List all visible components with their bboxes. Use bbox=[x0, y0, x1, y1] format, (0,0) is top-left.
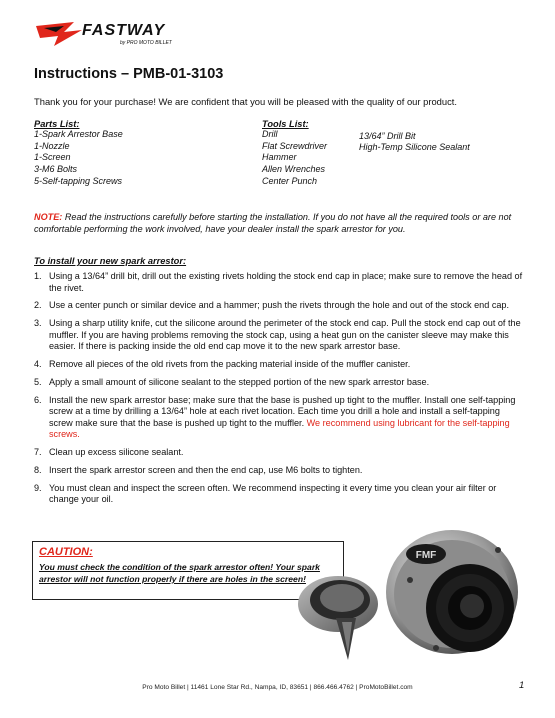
step-text: Clean up excess silicone sealant. bbox=[49, 447, 184, 458]
parts-item: 5-Self-tapping Screws bbox=[34, 175, 123, 186]
step-item bbox=[34, 318, 524, 353]
tools-item: Flat Screwdriver bbox=[262, 140, 328, 151]
caution-text: You must check the condition of the spark arrestor often! Your spark arrestor will not function properly if there are holes in the screen! bbox=[39, 562, 320, 584]
step-number: 1. bbox=[34, 271, 42, 281]
tools-item: Center Punch bbox=[262, 175, 318, 186]
note-label: NOTE: bbox=[34, 212, 63, 222]
step-number: 5. bbox=[34, 376, 42, 387]
parts-list bbox=[34, 119, 123, 188]
step-item bbox=[34, 447, 524, 459]
step-item bbox=[34, 271, 524, 294]
step-recommendation: We recommend using lubricant for the self-tapping screws. bbox=[49, 417, 510, 440]
fastway-emblem-icon bbox=[34, 20, 84, 50]
step-text: Install the new spark arrestor base; make sure that the base is pushed up tight to the muffler. Install one self-tapping screw at a time by drilling a 13/64” hole at each rivet location. Each time you drill a hole and install a self-tapping screw make sure that the base is pushed up tight to the muffler. bbox=[49, 394, 516, 428]
tools-item: 13/64” Drill Bit bbox=[359, 130, 416, 141]
step-text: Apply a small amount of silicone sealant to the stepped portion of the new spark arrestor base. bbox=[49, 376, 430, 387]
fmf-badge-text: FMF bbox=[415, 550, 437, 561]
page-title: Instructions – PMB-01-3103 bbox=[34, 66, 224, 82]
step-item bbox=[34, 300, 524, 312]
brand-tagline: by PRO MOTO BILLET bbox=[120, 40, 172, 46]
tools-item: Allen Wrenches bbox=[262, 164, 326, 175]
parts-item: 3-M6 Bolts bbox=[34, 164, 78, 175]
step-number: 8. bbox=[34, 465, 42, 476]
footer-contact: Pro Moto Billet | 11461 Lone Star Rd., Nampa, ID, 83651 | 866.466.4762 | ProMotoBillet.com bbox=[142, 684, 413, 691]
step-text: Using a sharp utility knife, cut the silicone around the perimeter of the stock end cap. Pull the stock end cap out of the muffler. If you are having problems removing the stock cap, using a heat gun on the canister sleeve may make this easier. If there is packing inside the old end cap move it to the new spark arrestor base. bbox=[49, 318, 521, 352]
steps-title: To install your new spark arrestor: bbox=[34, 256, 187, 266]
note-text: Read the instructions carefully before starting the installation. If you do not have all the required tools or are not comfortable performing the work involved, have your dealer install the spark arrestor for you. bbox=[34, 212, 512, 234]
step-text: Using a 13/64” drill bit, drill out the existing rivets holding the stock end cap in place; make sure to remove the head of the rivet. bbox=[49, 271, 523, 293]
step-text: Use a center punch or similar device and a hammer; push the rivets through the hole and out of the stock end cap. bbox=[49, 300, 510, 311]
note-paragraph bbox=[34, 211, 524, 235]
tools-list-label: Tools List: bbox=[262, 119, 309, 129]
step-item bbox=[34, 395, 524, 441]
brand-name: FASTWAY bbox=[82, 22, 166, 39]
tools-item: High-Temp Silicone Sealant bbox=[359, 142, 470, 153]
caution-label: CAUTION: bbox=[39, 546, 93, 558]
intro-text: Thank you for your purchase! We are confident that you will be pleased with the quality of our product. bbox=[34, 96, 457, 107]
step-number: 2. bbox=[34, 300, 42, 311]
step-item bbox=[34, 465, 524, 477]
step-text: Remove all pieces of the old rivets from the packing material inside of the muffler canister. bbox=[49, 359, 411, 370]
step-number: 7. bbox=[34, 447, 42, 458]
step-number: 6. bbox=[34, 394, 42, 405]
step-text: Insert the spark arrestor screen and then the end cap, use M6 bolts to tighten. bbox=[49, 465, 363, 476]
step-item bbox=[34, 483, 524, 506]
tools-list-col2 bbox=[359, 131, 470, 154]
fmf-badge-icon bbox=[406, 544, 446, 564]
parts-item: 1-Screen bbox=[34, 152, 71, 163]
tools-item: Drill bbox=[262, 129, 278, 139]
parts-list-label: Parts List: bbox=[34, 119, 80, 129]
step-number: 4. bbox=[34, 359, 42, 370]
parts-item: 1-Spark Arrestor Base bbox=[34, 129, 123, 139]
step-number: 3. bbox=[34, 318, 42, 329]
page-number: 1 bbox=[519, 680, 525, 691]
spark-arrestor-photo bbox=[286, 522, 526, 672]
step-item bbox=[34, 359, 524, 371]
parts-item: 1-Nozzle bbox=[34, 140, 70, 151]
step-item bbox=[34, 377, 524, 389]
tools-list bbox=[262, 119, 327, 188]
step-text: You must clean and inspect the screen often. We recommend inspecting it every time you clean your air filter or change your oil. bbox=[49, 482, 497, 505]
brand-logo bbox=[34, 20, 204, 50]
steps-list bbox=[34, 271, 524, 512]
tools-item: Hammer bbox=[262, 152, 297, 163]
step-number: 9. bbox=[34, 482, 42, 493]
